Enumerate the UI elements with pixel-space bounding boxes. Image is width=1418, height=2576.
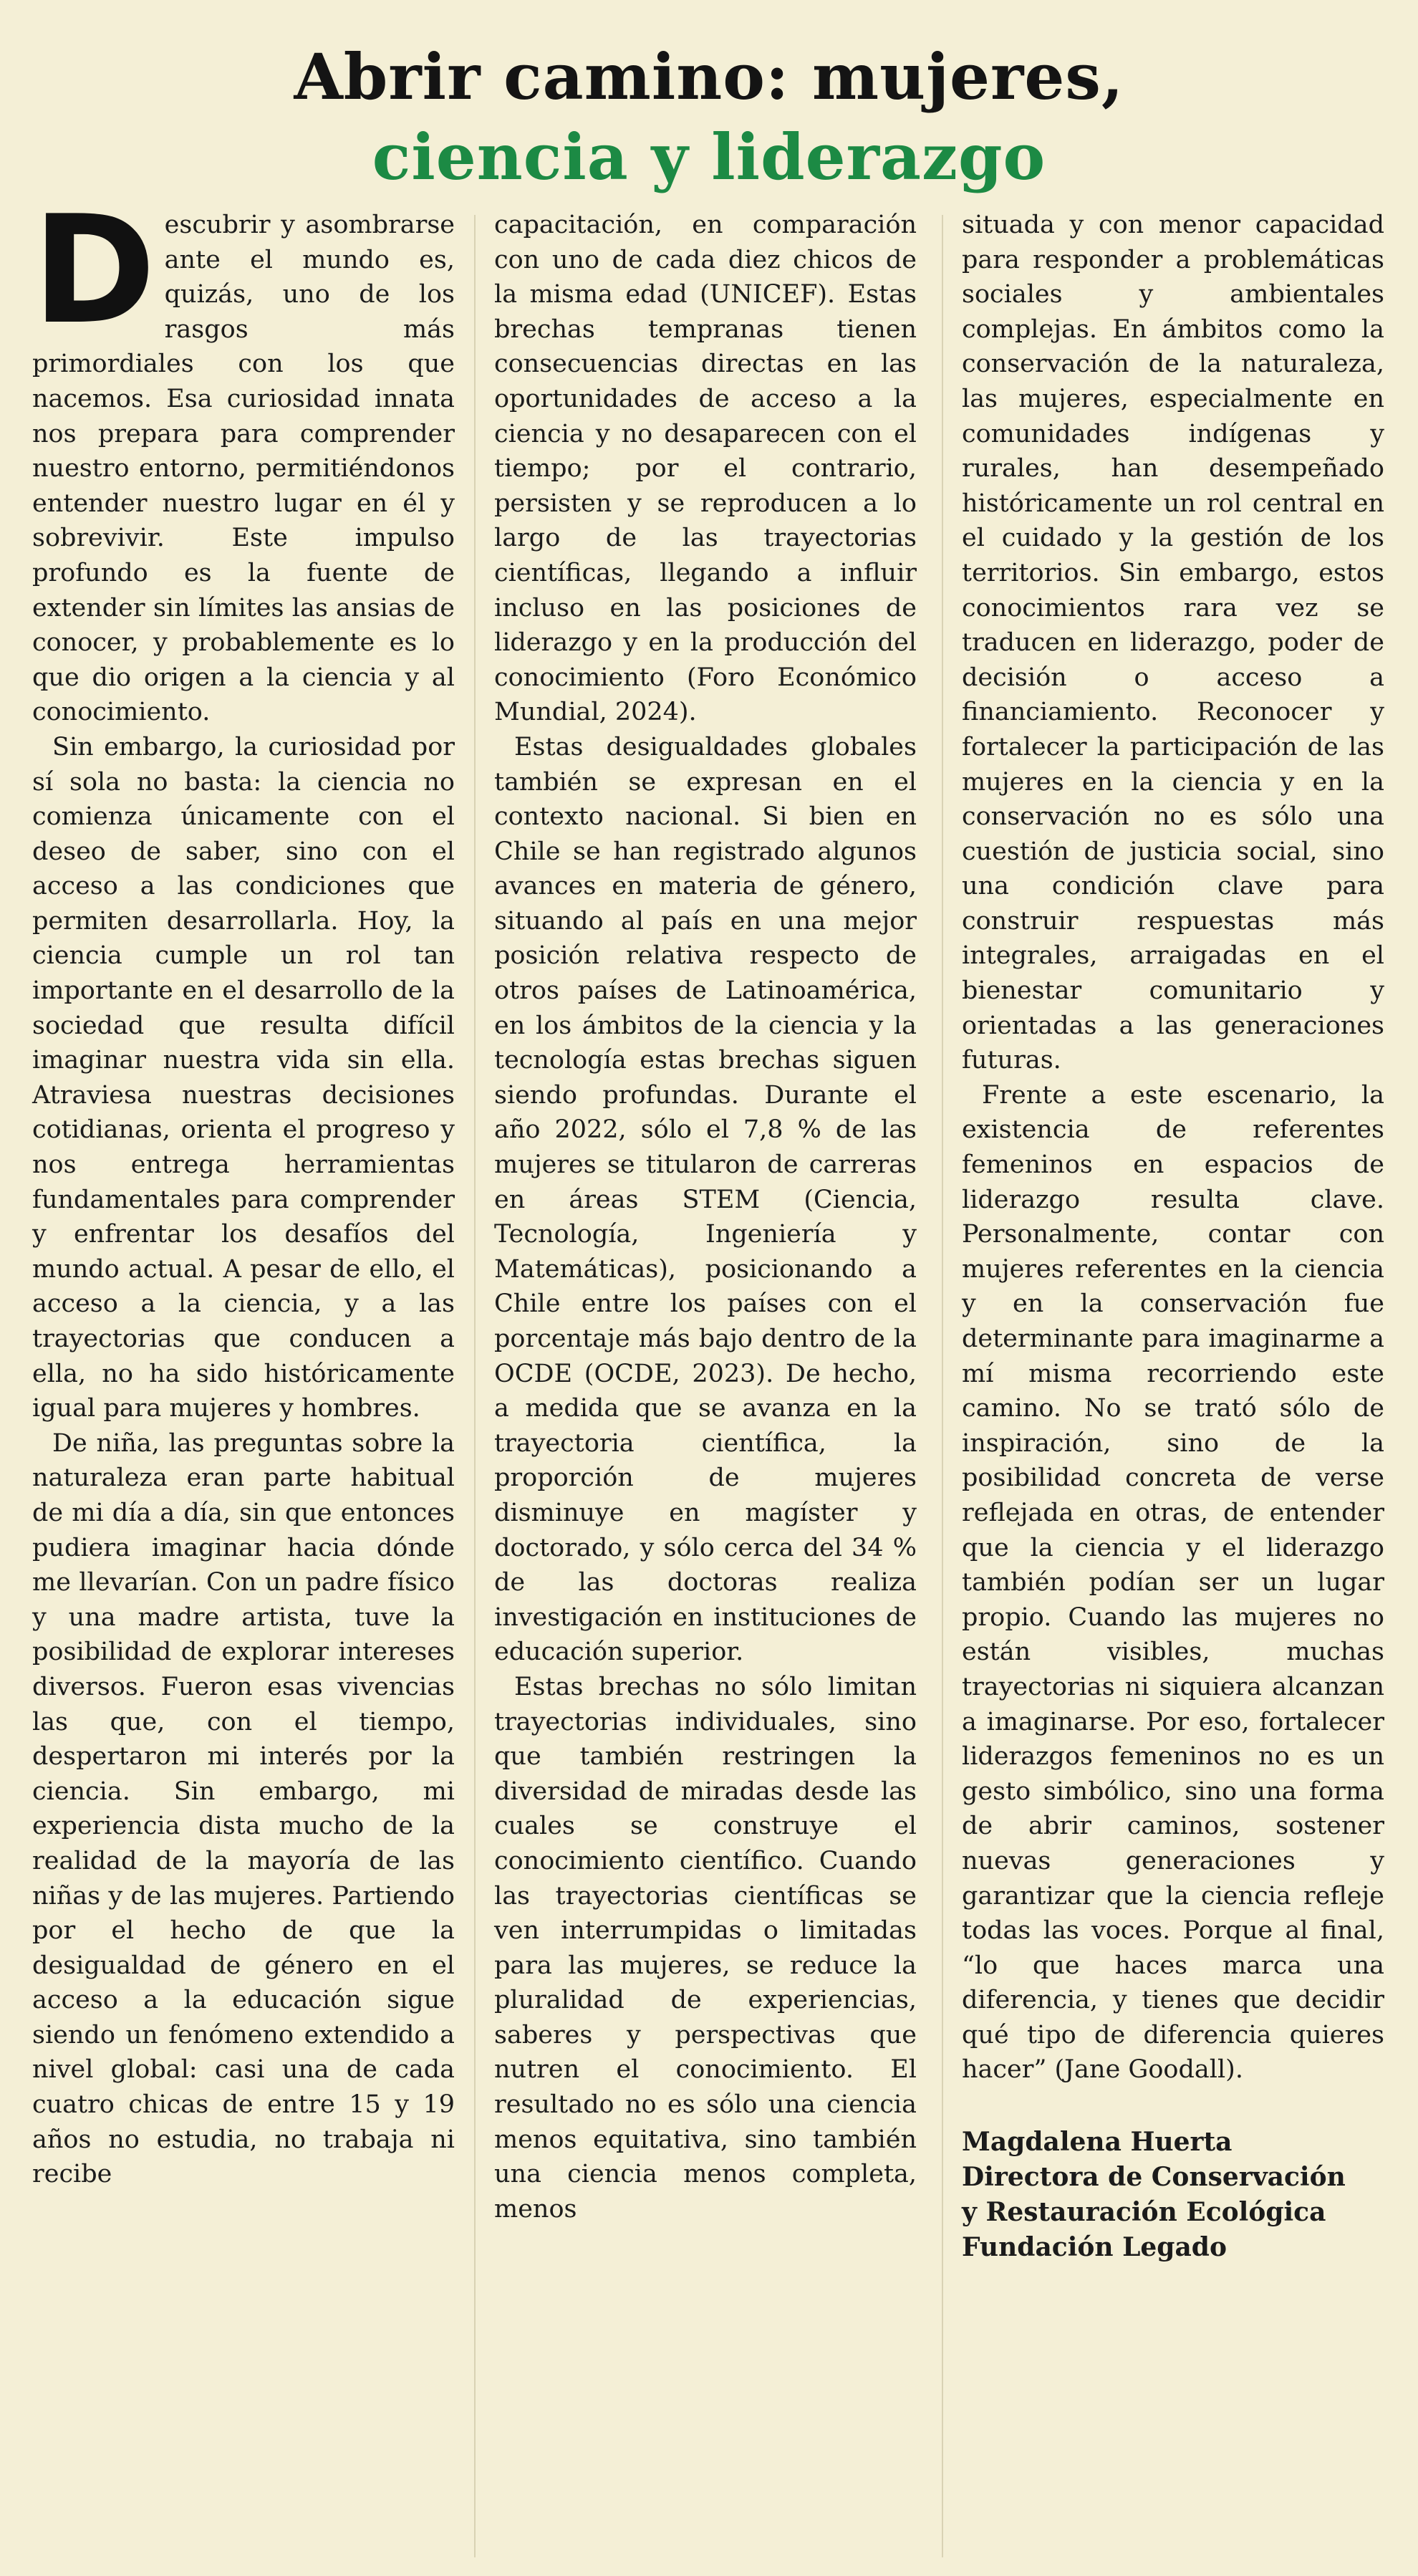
- article-column-3: [962, 208, 1384, 2265]
- article-paragraph: Frente a este escenario, la existencia de referentes femeninos en espacios de liderazgo resulta clave. Personalmente, contar con mujeres referentes en la ciencia y en la conservación fue determinante para imaginarme a mí misma recorriendo este camino. No se trató sólo de inspiración, sino de la posibilidad concreta de verse reflejada en otras, de entender que la ciencia y el liderazgo también podían ser un lugar propio. Cuando las mujeres no están visibles, muchas trayectorias ni siquiera alcanzan a imaginarse. Por eso, fortalecer liderazgos femeninos no es un gesto simbólico, sino una forma de abrir caminos, sostener nuevas generaciones y garantizar que la ciencia refleje todas las voces. Porque al final, “lo que haces marca una diferencia, y tienes que decidir qué tipo de diferencia quieres hacer” (Jane Goodall).: [962, 1080, 1384, 2085]
- article-paragraph: [32, 184, 455, 730]
- article-paragraph: Estas brechas no sólo limitan trayectorias individuales, sino que también restringen la diversidad de miradas desde las cuales se construye el conocimiento científico. Cuando las trayectorias científicas se ven interrumpidas o limitadas para las mujeres, se reduce la pluralidad de experiencias, saberes y perspectivas que nutren el conocimiento. El resultado no es sólo una ciencia menos equitativa, sino también una ciencia menos completa, menos: [494, 1672, 917, 2224]
- drop-cap: D: [32, 184, 156, 357]
- article-column-2: [494, 208, 917, 2226]
- headline-line-2: ciencia y liderazgo: [372, 120, 1046, 195]
- headline-line-1: Abrir camino: mujeres,: [294, 39, 1124, 115]
- article-paragraph: capacitación, en comparación con uno de cada diez chicos de la misma edad (UNICEF). Estas brechas tempranas tienen consecuencias directas en las oportunidades de acceso a la ciencia y no desaparecen con el tiempo; por el contrario, persisten y se reproducen a lo largo de las trayectorias científicas, llegando a influir incluso en las posiciones de liderazgo y en la producción del conocimiento (Foro Económico Mundial, 2024).: [494, 211, 917, 727]
- article-headline: [0, 37, 1418, 197]
- author-signature: [962, 2125, 1384, 2265]
- article-paragraph: situada y con menor capacidad para responder a problemáticas sociales y ambientales complejas. En ámbitos como la conservación de la naturaleza, las mujeres, especialmente en comunidades indígenas y rurales, han desempeñado históricamente un rol central en el cuidado y la gestión de los territorios. Sin embargo, estos conocimientos rara vez se traducen en liderazgo, poder de decisión o acceso a financiamiento. Reconocer y fortalecer la participación de las mujeres en la ciencia y en la conservación no es sólo una cuestión de justicia social, sino una condición clave para construir respuestas más integrales, arraigadas en el bienestar comunitario y orientadas a las generaciones futuras.: [962, 211, 1384, 1075]
- author-role-continued: y Restauración Ecológica: [962, 2197, 1326, 2228]
- article-paragraph: Estas desigualdades globales también se expresan en el contexto nacional. Si bien en Chile se han registrado algunos avances en materia de género, situando al país en una mejor posición relativa respecto de otros países de Latinoamérica, en los ámbitos de la ciencia y la tecnología estas brechas siguen siendo profundas. Durante el año 2022, sólo el 7,8 % de las mujeres se titularon de carreras en áreas STEM (Ciencia, Tecnología, Ingeniería y Matemáticas), posicionando a Chile entre los países con el porcentaje más bajo dentro de la OCDE (OCDE, 2023). De hecho, a medida que se avanza en la trayectoria científica, la proporción de mujeres disminuye en magíster y doctorado, y sólo cerca del 34 % de las doctoras realiza investigación en instituciones de educación superior.: [494, 732, 917, 1667]
- column-divider: [942, 215, 943, 2557]
- author-name: Magdalena Huerta: [962, 2127, 1233, 2158]
- article-paragraph: De niña, las preguntas sobre la naturaleza eran parte habitual de mi día a día, sin que entonces pudiera imaginar hacia dónde me llevarían. Con un padre físico y una madre artista, tuve la posibilidad de explorar intereses diversos. Fueron esas vivencias las que, con el tiempo, despertaron mi interés por la ciencia. Sin embargo, mi experiencia dista mucho de la realidad de la mayoría de las niñas y de las mujeres. Partiendo por el hecho de que la desigualdad de género en el acceso a la educación sigue siendo un fenómeno extendido a nivel global: casi una de cada cuatro chicas de entre 15 y 19 años no estudia, no trabaja ni recibe: [32, 1428, 455, 2189]
- article-column-1: [32, 184, 455, 2192]
- author-role: Directora de Conservación: [962, 2162, 1346, 2193]
- paragraph-text: escubrir y asombrarse ante el mundo es, quizás, uno de los rasgos más primordiales con los que nacemos. Esa curiosidad innata nos prepara para comprender nuestro entorno, permitiéndonos entender nuestro lugar en él y sobrevivir. Este impulso profundo es la fuente de extender sin límites las ansias de conocer, y probablemente es lo que dio origen a la ciencia y al conocimiento.: [32, 211, 455, 727]
- author-organization: Fundación Legado: [962, 2232, 1227, 2263]
- article-paragraph: Sin embargo, la curiosidad por sí sola no basta: la ciencia no comienza únicamente con el deseo de saber, sino con el acceso a las condiciones que permiten desarrollarla. Hoy, la ciencia cumple un rol tan importante en el desarrollo de la sociedad que resulta difícil imaginar nuestra vida sin ella. Atraviesa nuestras decisiones cotidianas, orienta el progreso y nos entrega herramientas fundamentales para comprender y enfrentar los desafíos del mundo actual. A pesar de ello, el acceso a la ciencia, y a las trayectorias que conducen a ella, no ha sido históricamente igual para mujeres y hombres.: [32, 732, 455, 1423]
- column-divider: [474, 215, 476, 2557]
